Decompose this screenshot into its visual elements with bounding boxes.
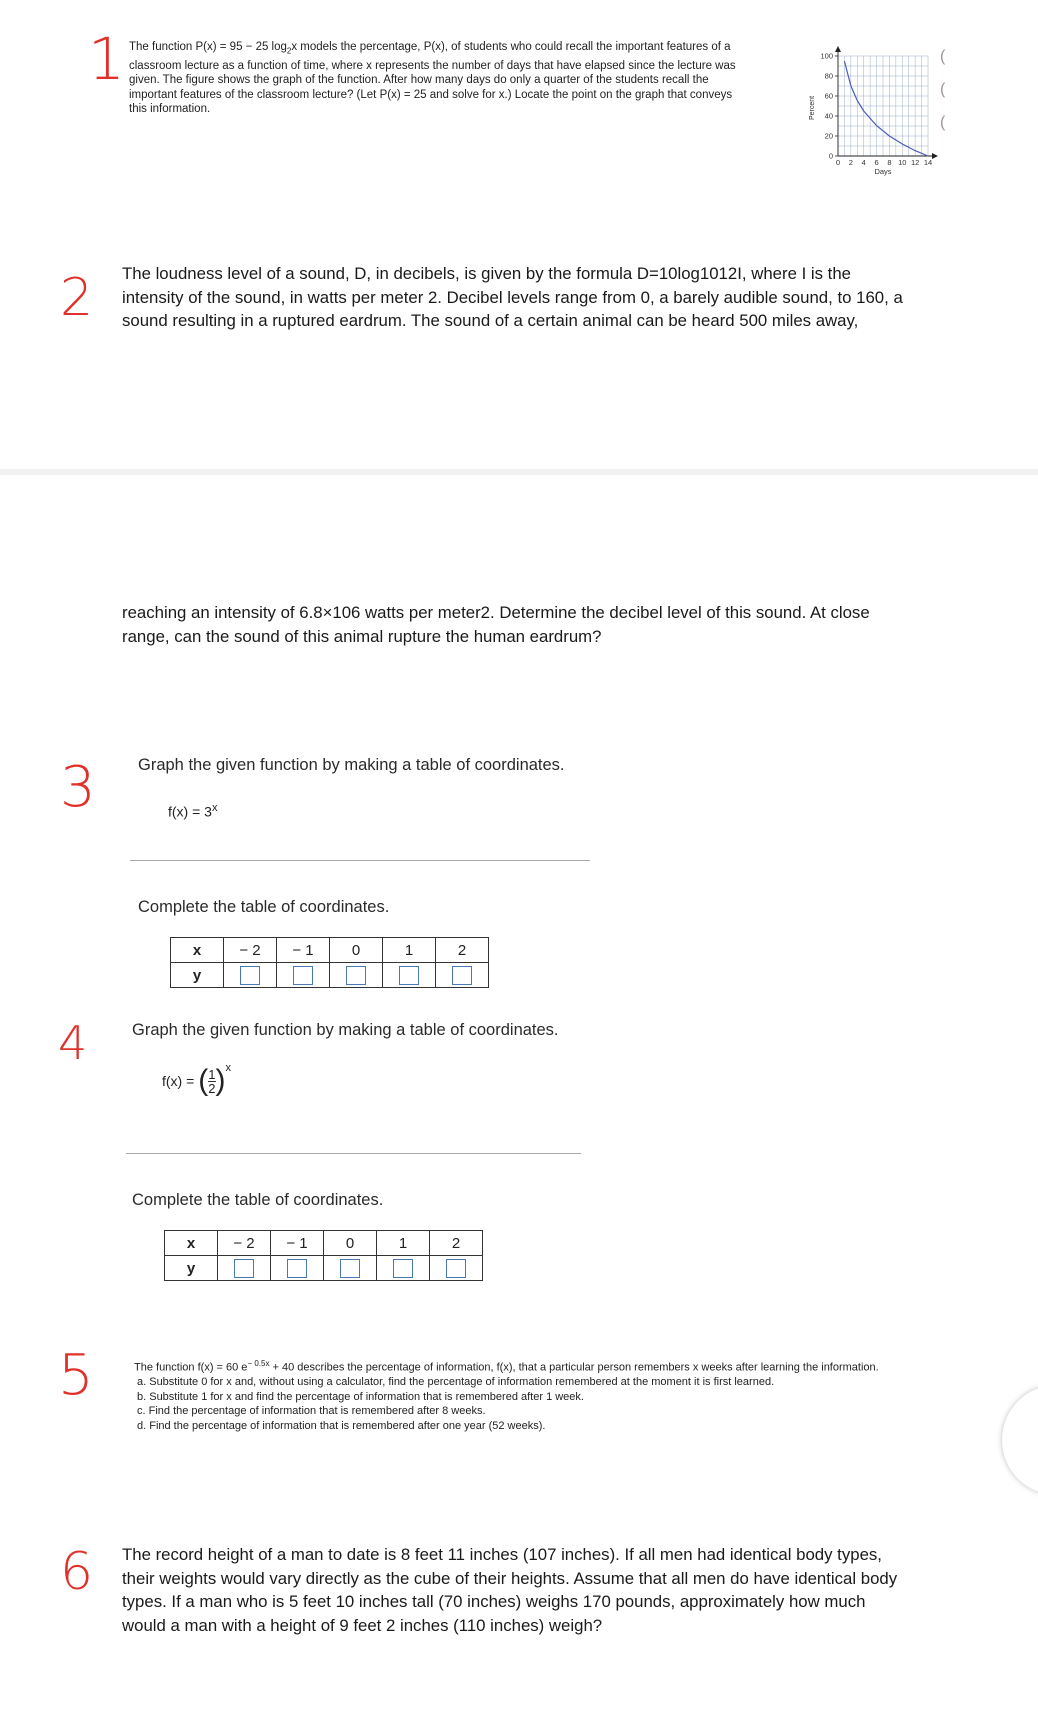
p3-coord-table <box>170 937 489 988</box>
p3-function <box>168 802 217 820</box>
p6-line3: types. If a man who is 5 feet 10 inches tall (70 inches) weighs 170 pounds, approximately how much <box>122 1592 866 1611</box>
p3-x-value: − 1 <box>277 938 330 963</box>
p3-x-value: 2 <box>436 938 489 963</box>
p4-x-value: − 1 <box>271 1231 324 1256</box>
x-tick-label: 12 <box>910 158 920 167</box>
p1-line2: classroom lecture as a function of time, where x represents the number of days that have elapsed since the lecture was <box>129 59 736 72</box>
p5-part-d: d. Find the percentage of information that is remembered after one year (52 weeks). <box>137 1419 546 1432</box>
p5-part-c: c. Find the percentage of information that is remembered after 8 weeks. <box>137 1405 486 1418</box>
p5-part-b: b. Substitute 1 for x and find the percentage of information that is remembered after 1 week. <box>137 1390 584 1403</box>
problem-number-1: 1 <box>88 25 125 93</box>
p2-line2: intensity of the sound, in watts per meter 2. Decibel levels range from 0, a barely audible sound, to 160, a <box>122 287 903 307</box>
y-tick-label: 40 <box>824 111 833 121</box>
x-tick-label: 10 <box>898 158 907 167</box>
p3-y-header: y <box>171 963 224 988</box>
p4-answer-box[interactable] <box>234 1259 254 1278</box>
x-tick-label: 8 <box>887 158 892 167</box>
p4-y-header: y <box>165 1256 218 1281</box>
p3-x-value: 0 <box>330 938 383 963</box>
page-separator <box>0 469 1038 475</box>
p4-table-prompt: Complete the table of coordinates. <box>132 1191 384 1209</box>
problem-5-text <box>134 1357 1014 1433</box>
p6-line2: their weights would vary directly as the cube of their heights. Assume that all men do have identical body <box>122 1568 898 1588</box>
x-tick-label: 4 <box>861 158 866 167</box>
p1-log-base: 2 <box>286 46 292 56</box>
chart-series-line <box>844 61 928 156</box>
p4-prompt: Graph the given function by making a table of coordinates. <box>132 1021 559 1039</box>
problem-1-text <box>129 40 779 117</box>
p4-function <box>162 1064 231 1098</box>
p4-x-header: x <box>165 1231 218 1256</box>
p3-function-exp: x <box>211 802 218 814</box>
p4-frac-den: 2 <box>208 1080 216 1096</box>
p4-answer-box[interactable] <box>340 1259 360 1278</box>
p4-x-value: − 2 <box>218 1231 271 1256</box>
p5-line1a: The function f(x) = 60 e <box>134 1361 248 1374</box>
p4-x-value: 0 <box>324 1231 377 1256</box>
p3-x-value: 1 <box>383 938 436 963</box>
x-tick-label: 6 <box>874 158 879 167</box>
y-tick-label: 60 <box>824 91 833 101</box>
p3-x-value: − 2 <box>224 938 277 963</box>
chart-grid <box>838 56 928 156</box>
p4-answer-box[interactable] <box>446 1259 466 1278</box>
p6-line1: The record height of a man to date is 8 feet 11 inches (107 inches). If all men had identical body types, <box>122 1545 882 1564</box>
y-tick-label: 20 <box>824 131 833 141</box>
p4-function-prefix: f(x) = <box>162 1073 195 1089</box>
problem-6-text <box>122 1543 1002 1637</box>
p3-y-row <box>171 963 489 988</box>
side-brackets: ( ( ( <box>940 48 946 131</box>
p2-line1: The loudness level of a sound, D, in decibels, is given by the formula D=10log1012I, where I is the <box>122 264 852 283</box>
p4-x-row <box>165 1231 483 1256</box>
y-axis-arrow <box>835 46 841 52</box>
p3-answer-box[interactable] <box>293 966 313 985</box>
p4-x-value: 2 <box>430 1231 483 1256</box>
p5-line1b: + 40 describes the percentage of information, f(x), that a particular person remembers x weeks after learning the information. <box>272 1361 879 1374</box>
problem-number-5: 5 <box>58 1343 94 1408</box>
chart-xlabel: Days <box>874 167 892 176</box>
y-tick-label: 100 <box>820 51 833 61</box>
p4-paren-left: ( <box>198 1064 209 1097</box>
p1-line3: given. The figure shows the graph of the function. After how many days do only a quarter of the students recall the <box>129 74 709 87</box>
p2-line3: sound resulting in a ruptured eardrum. The sound of a certain animal can be heard 500 miles away, <box>122 311 859 330</box>
chart-axes <box>835 46 938 159</box>
p4-function-exp: x <box>225 1062 232 1074</box>
p1-chart <box>800 42 940 182</box>
p2-line4: reaching an intensity of 6.8×106 watts per meter2. Determine the decibel level of this sound. At close <box>122 603 870 622</box>
p3-answer-box[interactable] <box>346 966 366 985</box>
x-tick-label: 14 <box>923 158 933 167</box>
y-tick-label: 0 <box>828 151 833 161</box>
problem-number-3: 3 <box>60 755 96 820</box>
p3-answer-box[interactable] <box>452 966 472 985</box>
p5-exponent: − 0.5x <box>247 1359 270 1368</box>
p3-prompt: Graph the given function by making a table of coordinates. <box>138 756 565 774</box>
x-tick-label: 2 <box>848 158 853 167</box>
p4-coord-table <box>164 1230 483 1281</box>
x-axis-arrow <box>932 153 938 159</box>
p1-line4: important features of the classroom lecture? (Let P(x) = 25 and solve for x.) Locate the point on the graph that conveys <box>129 88 733 101</box>
p1-line1: The function P(x) = 95 − 25 log <box>129 41 287 53</box>
p4-y-row <box>165 1256 483 1281</box>
x-tick-label: 0 <box>835 158 841 167</box>
p3-function-base: f(x) = 3 <box>168 803 212 820</box>
p3-x-row <box>171 938 489 963</box>
p4-paren-right: ) <box>215 1064 226 1097</box>
p4-divider <box>126 1153 581 1154</box>
p4-answer-box[interactable] <box>287 1259 307 1278</box>
p3-answer-box[interactable] <box>240 966 260 985</box>
p5-part-a: a. Substitute 0 for x and, without using a calculator, find the percentage of information remembered at the moment it is first learned. <box>137 1376 775 1389</box>
p3-answer-box[interactable] <box>399 966 419 985</box>
p2-line5: range, can the sound of this animal rupture the human eardrum? <box>122 626 602 646</box>
p4-fraction <box>208 1068 215 1095</box>
p3-table-prompt: Complete the table of coordinates. <box>138 898 390 916</box>
p1-line1b: x models the percentage, P(x), of students who could recall the important features of a <box>291 41 731 53</box>
problem-2-text-part1 <box>122 262 982 333</box>
problem-number-6: 6 <box>60 1542 94 1602</box>
problem-number-4: 4 <box>58 1016 88 1070</box>
p6-line4: would a man with a height of 9 feet 2 inches (110 inches) weigh? <box>122 1615 603 1635</box>
problem-number-2: 2 <box>60 268 94 328</box>
problem-2-text-part2 <box>122 601 982 648</box>
y-tick-label: 80 <box>824 71 833 81</box>
p4-frac-num: 1 <box>208 1066 216 1082</box>
chart-ylabel: Percent <box>809 95 816 120</box>
p4-x-value: 1 <box>377 1231 430 1256</box>
p1-line5: this information. <box>129 103 211 116</box>
p3-x-header: x <box>171 938 224 963</box>
p3-divider <box>130 860 590 861</box>
p4-answer-box[interactable] <box>393 1259 413 1278</box>
